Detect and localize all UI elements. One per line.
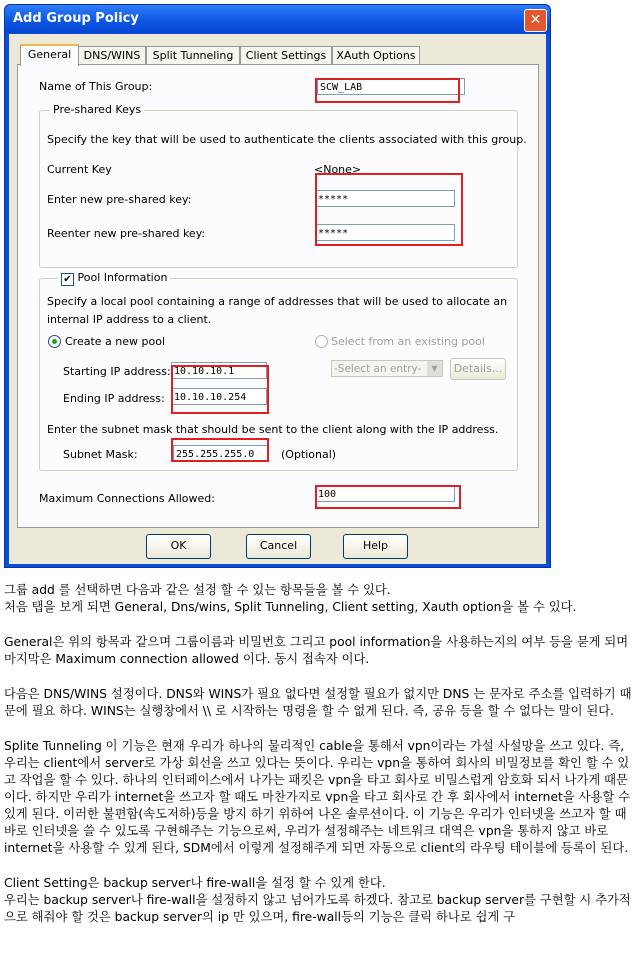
chevron-down-icon: ▼ [427,361,442,376]
pool-checkbox[interactable]: ✔ [61,273,74,286]
radio-create-pool-label: Create a new pool [65,335,166,348]
article-paragraph: Splite Tunneling 이 기능은 현재 우리가 하나의 물리적인 cable을 통해서 vpn이라는 가설 사설망을 쓰고 있다. 즉, 우리는 client에서 server로 가상 회선을 쓰고 있다는 뜻이다. 우리는 vpn을 통하여 회사의 비밀정보를 확인 할 수 있고 작업을 할 수 있다. 하나의 인터페이스에서 나가는 패킷은 vpn을 타고 회사로 비밀스럽게 암호화 되서 나가게 때문이다. 하지만 우리가 internet을 쓰고자 할 때도 마찬가지로 vpn을 타고 회사로 간 후 회사에서 internet을 사용할 수 있게 된다. 이러한 불편함(속도저하)등을 방지 하기 위하여 나온 솔루션이다. 이 기능은 우리가 인터넷을 쓰고자 할 때 바로 인터넷을 쓸 수 있도록 구현해주는 기능으로써, 우리가 설정해주는 네트워크 대역은 vpn을 통하지 않고 바로 internet을 사용할 수 있게 된다, SDM에서 이렇게 설정해주게 되면 자동으로 client의 라우팅 테이블에 등록이 된다. [4,739,631,855]
reenter-key-label: Reenter new pre-shared key: [47,227,206,240]
starting-ip-label: Starting IP address: [63,365,171,378]
ok-button[interactable]: OK [146,534,211,559]
highlight-box [171,365,269,414]
pool-description-2: internal IP address to a client. [47,313,212,326]
close-icon[interactable]: ✕ [524,9,547,32]
subnet-mask-label: Subnet Mask: [63,448,138,461]
tab-xauth-options[interactable]: XAuth Options [332,46,420,64]
cancel-button[interactable]: Cancel [246,534,311,559]
highlight-box [315,78,460,103]
reenter-key-input[interactable]: ***** [315,224,455,241]
add-group-policy-dialog [4,4,551,568]
psk-description: Specify the key that will be used to authenticate the clients associated with this group. [47,133,527,146]
dialog-client-area [9,34,546,564]
subnet-mask-input[interactable]: 255.255.255.0 [173,445,269,462]
current-key-value: <None> [314,163,362,176]
pool-description-1: Specify a local pool containing a range of addresses that will be used to allocate an [47,295,508,308]
dialog-title: Add Group Policy [13,11,139,26]
group-name-label: Name of This Group: [39,80,153,93]
help-button[interactable]: Help [343,534,408,559]
tab-dns-wins[interactable]: DNS/WINS [78,46,146,64]
radio-select-pool[interactable] [315,335,328,348]
highlight-box [315,173,463,246]
radio-create-pool[interactable] [48,335,61,348]
psk-group-title: Pre-shared Keys [50,103,144,116]
ending-ip-input[interactable]: 10.10.10.254 [171,388,267,405]
optional-label: (Optional) [281,448,337,461]
existing-pool-select-value: -Select an entry- [334,363,422,375]
starting-ip-input[interactable]: 10.10.10.1 [171,362,267,379]
article-paragraph: Client Setting은 backup server나 fire-wall을 설정 할 수 있게 한다. [4,876,386,890]
article-paragraph: 그룹 add 를 선택하면 다음과 같은 설정 할 수 있는 항목들을 볼 수 있다. [4,583,391,597]
ending-ip-label: Ending IP address: [63,392,165,405]
new-key-label: Enter new pre-shared key: [47,193,192,206]
existing-pool-select[interactable] [331,360,443,377]
subnet-description: Enter the subnet mask that should be sent to the client along with the IP address. [47,423,499,436]
highlight-box [171,438,269,462]
article-paragraph: General은 위의 항목과 같으며 그룹이름과 비밀번호 그리고 pool information을 사용하는지의 여부 등을 묻게 되며 마지막은 Maximum connection allowed 이다. 동시 접속자 이다. [4,635,629,666]
article-paragraph: 우리는 backup server나 fire-wall을 설정하지 않고 넘어가도록 하겠다. 참고로 backup server를 구현할 시 추가적으로 해줘야 할 것은 backup server의 ip 만 있으며, fire-wall등의 기능은 클릭 하나로 쉽게 구 [4,893,631,924]
article-paragraph: 처음 탭을 보게 되면 General, Dns/wins, Split Tunneling, Client setting, Xauth option을 볼 수 있다. [4,600,577,614]
new-key-input[interactable]: ***** [315,190,455,207]
max-connections-label: Maximum Connections Allowed: [39,492,215,505]
details-button[interactable]: Details... [450,358,506,380]
group-name-input[interactable]: SCW_LAB [317,78,465,95]
radio-select-pool-label: Select from an existing pool [331,335,485,348]
article-paragraph: 다음은 DNS/WINS 설정이다. DNS와 WINS가 필요 없다면 설정할 필요가 없지만 DNS 는 문자로 주소를 입력하기 때문에 필요 하다. WINS는 실행창에서 \\ 로 시작하는 명령을 할 수 없게 된다. 즉, 공유 등을 할 수 없다는 말이 된다. [4,687,632,718]
tab-split-tunneling[interactable]: Split Tunneling [146,46,240,64]
highlight-box [315,485,461,509]
current-key-label: Current Key [47,163,112,176]
pool-group-title [58,271,170,285]
general-panel [17,64,539,528]
title-bar[interactable] [5,5,550,33]
max-connections-input[interactable]: 100 [315,485,455,502]
article-body [4,582,632,944]
tab-client-settings[interactable]: Client Settings [240,46,332,64]
pool-checkbox-label: Pool Information [77,271,168,284]
tab-general[interactable]: General [20,44,79,66]
